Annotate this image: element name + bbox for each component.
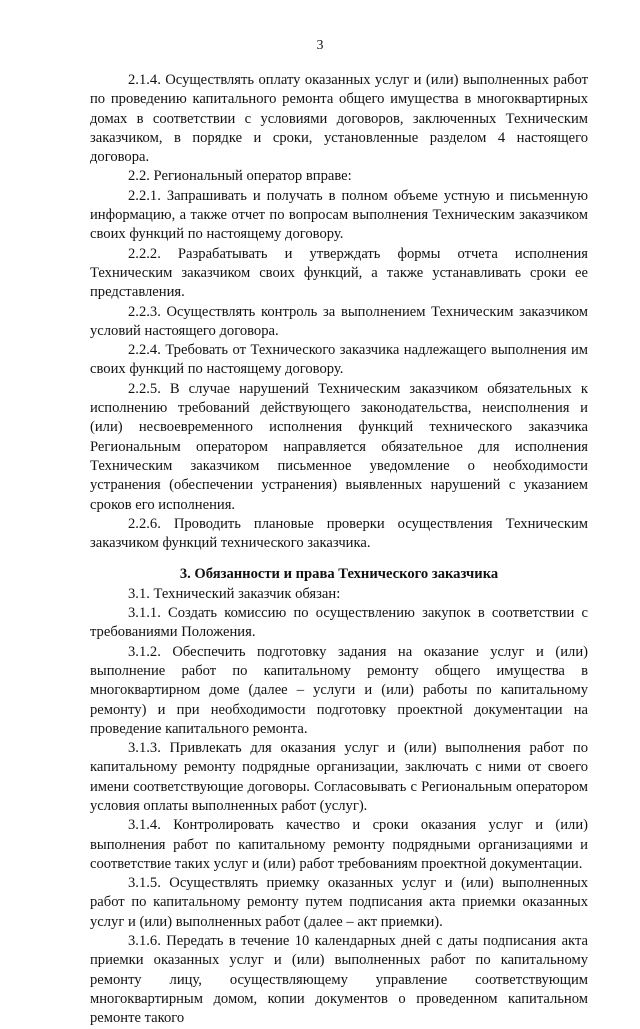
paragraph-2-2-6: 2.2.6. Проводить плановые проверки осуществления Техническим заказчиком функций технического заказчика. [90,515,588,552]
paragraph-3-1-3: 3.1.3. Привлекать для оказания услуг и (или) выполнения работ по капитальному ремонту подрядные организации, заключать с ними от своего имени соответствующие договоры. Согласовывать с Региональным оператором условия оплаты выполненных работ (услуг). [90,740,588,814]
paragraph-3-1: 3.1. Технический заказчик обязан: [128,585,341,602]
section-heading: 3. Обязанности и права Технического заказчика [179,566,499,583]
paragraph-2-2-2: 2.2.2. Разрабатывать и утверждать формы отчета исполнения Техническим заказчиком своих функций, а также устанавливать сроки ее представления. [90,245,588,301]
paragraph-2-2-3: 2.2.3. Осуществлять контроль за выполнением Техническим заказчиком условий настоящего договора. [90,303,588,339]
paragraph-3-1-1: 3.1.1. Создать комиссию по осуществлению закупок в соответствии с требованиями Положения. [90,605,588,641]
paragraph-2-2: 2.2. Региональный оператор вправе: [128,168,352,185]
paragraph-2-2-5: 2.2.5. В случае нарушений Техническим заказчиком обязательных к исполнению требований действующего законодательства, неисполнения и (или) несвоевременного исполнения функций технического заказчика Региональным оператором направляется обязательное для исполнения Техническим заказчиком письменное уведомление о необходимости устранения (обеспечении устранения) выявленных нарушений с указанием сроков его исполнения. [90,380,588,513]
paragraph-3-1-2: 3.1.2. Обеспечить подготовку задания на оказание услуг и (или) выполнение работ по капитальному ремонту общего имущества в многоквартирном доме (далее – услуги и (или) работы по капитальному ремонту) и при необходимости подготовку проектной документации на проведение капитального ремонта. [90,643,588,737]
paragraph-3-1-4: 3.1.4. Контролировать качество и сроки оказания услуг и (или) выполнения работ по капитальному ремонту подрядными организациями и соответствие таких услуг и (или) работ требованиям проектной документации. [90,817,588,872]
paragraph-3-1-5: 3.1.5. Осуществлять приемку оказанных услуг и (или) выполненных работ по капитальному ремонту путем подписания акта приемки оказанных услуг и (или) выполненных работ (далее – акт приемки). [90,875,588,930]
paragraph-3-1-6: 3.1.6. Передать в течение 10 календарных дней с даты подписания акта приемки оказанных услуг и (или) выполненных работ по капитальному ремонту лицу, осуществляющему управление соответствующим многоквартирным домом, копии документов о проведенном капитальном ремонте такого [90,933,588,1027]
document-body [90,71,588,1029]
paragraph-2-2-1: 2.2.1. Запрашивать и получать в полном объеме устную и письменную информацию, а также отчет по вопросам выполнения Техническим заказчиком своих функций по настоящему договору. [90,187,588,243]
paragraph-2-2-4: 2.2.4. Требовать от Технического заказчика надлежащего выполнения им своих функций по настоящему договору. [90,342,588,378]
paragraph-2-1-4: 2.1.4. Осуществлять оплату оказанных услуг и (или) выполненных работ по проведению капитального ремонта общего имущества в многоквартирных домах в соответствии с условиями договоров, заключенных Техническим заказчиком, в порядке и сроки, установленные разделом 4 настоящего договора. [90,72,588,166]
page-number: 3 [316,38,324,53]
